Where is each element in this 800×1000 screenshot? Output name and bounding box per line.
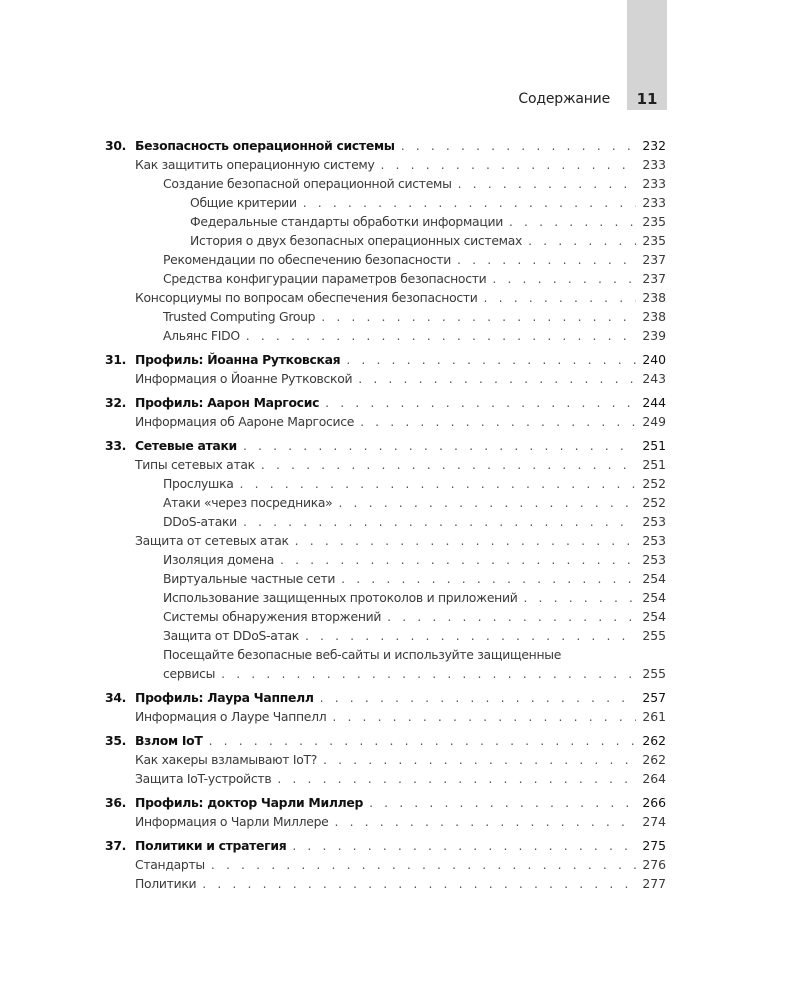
dot-leader [387, 607, 636, 626]
dot-leader [209, 731, 637, 750]
dot-leader [277, 769, 636, 788]
dot-leader [523, 588, 636, 607]
chapter-number: 32. [105, 395, 127, 410]
toc-entry[interactable] [105, 874, 666, 893]
dot-leader [280, 550, 636, 569]
dot-leader [211, 855, 636, 874]
toc-entry[interactable] [105, 569, 666, 588]
toc-entry-title: Стандарты [135, 857, 205, 872]
toc-entry-title: Взлом IoT [135, 733, 203, 748]
toc-chapter-entry[interactable] [105, 731, 666, 750]
toc-page-number: 261 [642, 709, 666, 724]
dot-leader [528, 231, 636, 250]
dot-leader [323, 750, 636, 769]
toc-entry[interactable] [105, 812, 666, 831]
dot-leader [401, 136, 637, 155]
toc-page-number: 255 [642, 666, 666, 681]
toc-entry-title: сервисы [163, 666, 216, 681]
toc-entry[interactable] [105, 369, 666, 388]
toc-entry[interactable] [105, 493, 666, 512]
toc-entry[interactable] [105, 531, 666, 550]
toc-page-number: 237 [642, 252, 666, 267]
toc-page-number: 239 [642, 328, 666, 343]
dot-leader [509, 212, 636, 231]
toc-entry[interactable] [105, 855, 666, 874]
dot-leader [335, 812, 637, 831]
dot-leader [243, 512, 636, 531]
dot-leader [360, 412, 636, 431]
dot-leader [295, 531, 637, 550]
toc-entry-title: Прослушка [163, 476, 234, 491]
toc-chapter-entry[interactable] [105, 350, 666, 369]
toc-chapter-entry[interactable] [105, 136, 666, 155]
toc-entry-title: Информация о Чарли Миллере [135, 814, 329, 829]
toc-page-number: 264 [642, 771, 666, 786]
toc-entry-title: Консорциумы по вопросам обеспечения безопасности [135, 290, 478, 305]
toc-entry-title: Защита IoT-устройств [135, 771, 272, 786]
toc-entry-title: Общие критерии [190, 195, 297, 210]
toc-entry-title: Trusted Computing Group [163, 309, 316, 324]
dot-leader [458, 174, 637, 193]
toc-page-number: 233 [642, 176, 666, 191]
toc-entry[interactable] [105, 212, 666, 231]
dot-leader [338, 493, 636, 512]
toc-page-number: 253 [642, 533, 666, 548]
toc-page-number: 251 [642, 457, 666, 472]
toc-entry[interactable] [105, 474, 666, 493]
toc-chapter-entry[interactable] [105, 393, 666, 412]
table-of-contents [105, 136, 666, 893]
toc-page-number: 243 [642, 371, 666, 386]
toc-entry[interactable] [105, 707, 666, 726]
toc-entry-title: Политики и стратегия [135, 838, 287, 853]
dot-leader [243, 436, 636, 455]
toc-page-number: 277 [642, 876, 666, 891]
chapter-number: 31. [105, 352, 127, 367]
toc-entry-title: Профиль: Йоанна Рутковская [135, 352, 341, 367]
toc-page-number: 233 [642, 195, 666, 210]
dot-leader [341, 569, 636, 588]
toc-entry-title: Типы сетевых атак [135, 457, 255, 472]
toc-entry[interactable] [105, 193, 666, 212]
toc-entry-title: Профиль: доктор Чарли Миллер [135, 795, 364, 810]
toc-page-number: 274 [642, 814, 666, 829]
toc-chapter-entry[interactable] [105, 436, 666, 455]
toc-page-number: 255 [642, 628, 666, 643]
toc-entry[interactable] [105, 231, 666, 250]
dot-leader [492, 269, 636, 288]
toc-page-number: 232 [642, 138, 666, 153]
toc-entry-title: Атаки «через посредника» [163, 495, 333, 510]
toc-page-number: 244 [642, 395, 666, 410]
toc-chapter-entry[interactable] [105, 793, 666, 812]
dot-leader [358, 369, 636, 388]
toc-entry-title: Виртуальные частные сети [163, 571, 336, 586]
toc-page-number: 240 [642, 352, 666, 367]
toc-entry-title: DDoS-атаки [163, 514, 237, 529]
toc-entry-title: Рекомендации по обеспечению безопасности [163, 252, 452, 267]
toc-entry[interactable] [105, 269, 666, 288]
toc-page-number: 238 [642, 309, 666, 324]
toc-entry[interactable] [105, 550, 666, 569]
toc-entry-title: Защита от DDoS-атак [163, 628, 299, 643]
dot-leader [380, 155, 636, 174]
toc-entry-title: Использование защищенных протоколов и приложений [163, 590, 518, 605]
toc-entry[interactable] [105, 155, 666, 174]
toc-chapter-entry[interactable] [105, 688, 666, 707]
chapter-number: 36. [105, 795, 127, 810]
toc-page-number: 262 [642, 733, 666, 748]
toc-page-number: 252 [642, 476, 666, 491]
toc-page-number: 253 [642, 514, 666, 529]
toc-entry[interactable] [105, 607, 666, 626]
toc-entry[interactable] [105, 588, 666, 607]
toc-entry[interactable] [105, 307, 666, 326]
dot-leader [346, 350, 636, 369]
toc-page-number: 275 [642, 838, 666, 853]
toc-entry[interactable] [105, 750, 666, 769]
toc-entry-title: Федеральные стандарты обработки информации [190, 214, 503, 229]
dot-leader [320, 688, 637, 707]
toc-entry-title: Профиль: Лаура Чаппелл [135, 690, 314, 705]
toc-entry-title: Альянс FIDO [163, 328, 240, 343]
toc-page-number: 254 [642, 609, 666, 624]
toc-entry-title: Создание безопасной операционной системы [163, 176, 452, 191]
dot-leader [221, 664, 636, 683]
dot-leader [246, 326, 637, 345]
toc-entry-title: Информация о Лауре Чаппелл [135, 709, 327, 724]
chapter-number: 34. [105, 690, 127, 705]
toc-entry[interactable] [105, 250, 666, 269]
toc-page-number: 257 [642, 690, 666, 705]
dot-leader [325, 393, 636, 412]
toc-entry[interactable] [105, 769, 666, 788]
toc-page-number: 238 [642, 290, 666, 305]
toc-entry-title: Как защитить операционную систему [135, 157, 375, 172]
dot-leader [457, 250, 636, 269]
toc-entry[interactable] [105, 512, 666, 531]
toc-entry[interactable] [105, 626, 666, 645]
running-header-title: Содержание [518, 91, 610, 107]
toc-entry-title: Средства конфигурации параметров безопасности [163, 271, 487, 286]
chapter-number: 30. [105, 138, 127, 153]
toc-entry-title: Информация о Йоанне Рутковской [135, 371, 353, 386]
toc-entry[interactable] [105, 455, 666, 474]
toc-entry-title: Изоляция домена [163, 552, 275, 567]
dot-leader [321, 307, 636, 326]
toc-page-number: 251 [642, 438, 666, 453]
dot-leader [332, 707, 636, 726]
toc-entry-title: Сетевые атаки [135, 438, 237, 453]
toc-entry[interactable] [105, 326, 666, 345]
toc-entry-title: История о двух безопасных операционных системах [190, 233, 523, 248]
toc-entry[interactable] [105, 412, 666, 431]
toc-page-number: 235 [642, 214, 666, 229]
chapter-number: 35. [105, 733, 127, 748]
dot-leader [369, 793, 636, 812]
toc-page-number: 237 [642, 271, 666, 286]
toc-chapter-entry[interactable] [105, 836, 666, 855]
dot-leader [261, 455, 636, 474]
chapter-number: 33. [105, 438, 127, 453]
chapter-number: 37. [105, 838, 127, 853]
toc-page-number: 235 [642, 233, 666, 248]
toc-entry-title: Защита от сетевых атак [135, 533, 289, 548]
toc-page-number: 276 [642, 857, 666, 872]
toc-entry-title: Системы обнаружения вторжений [163, 609, 382, 624]
toc-page-number: 253 [642, 552, 666, 567]
toc-page-number: 266 [642, 795, 666, 810]
toc-page-number: 252 [642, 495, 666, 510]
toc-page-number: 262 [642, 752, 666, 767]
toc-page-number: 254 [642, 590, 666, 605]
dot-leader [202, 874, 636, 893]
toc-entry-title: Безопасность операционной системы [135, 138, 395, 153]
toc-page-number: 254 [642, 571, 666, 586]
toc-entry-title: Как хакеры взламывают IoT? [135, 752, 318, 767]
toc-page-number: 233 [642, 157, 666, 172]
page-number: 11 [636, 90, 658, 108]
toc-entry[interactable] [105, 288, 666, 307]
toc-entry-title: Профиль: Аарон Маргосис [135, 395, 320, 410]
dot-leader [240, 474, 637, 493]
dot-leader [484, 288, 637, 307]
toc-entry-title-line1: Посещайте безопасные веб-сайты и используйте защищенные [163, 647, 562, 662]
toc-page-number: 249 [642, 414, 666, 429]
toc-entry-title: Политики [135, 876, 197, 891]
toc-entry-title: Информация об Аароне Маргосисе [135, 414, 355, 429]
toc-entry[interactable] [105, 174, 666, 193]
dot-leader [303, 193, 637, 212]
dot-leader [292, 836, 636, 855]
dot-leader [305, 626, 636, 645]
toc-entry[interactable] [105, 664, 666, 683]
